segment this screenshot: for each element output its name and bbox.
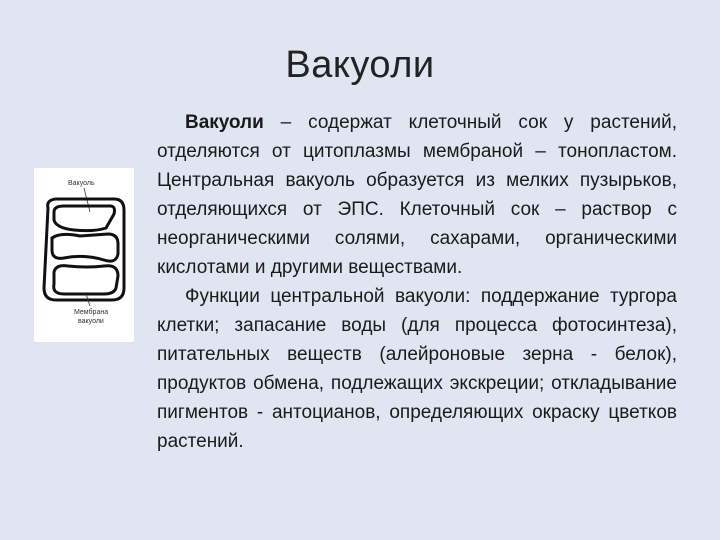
paragraph-functions: Функции центральной вакуоли: поддержание тургора клетки; запасание воды (для процесса фотосинтеза), питательных веществ (алейроновые зерна - белок), продуктов обмена, подлежащих экскреции; откладывание пигментов - антоцианов, определяющих окраску цветков растений. bbox=[157, 286, 677, 452]
diagram-label-vacuole-membrane: вакуоли bbox=[78, 318, 104, 325]
paragraph-definition bbox=[157, 108, 677, 282]
diagram-label-membrane: Мембрана bbox=[74, 309, 109, 316]
slide-body bbox=[157, 108, 677, 456]
vacuole-shape-middle bbox=[52, 234, 118, 261]
vacuole-diagram bbox=[34, 168, 134, 342]
diagram-label-vacuole: Вакуоль bbox=[68, 180, 95, 187]
vacuole-shape-top bbox=[54, 206, 115, 231]
vacuole-diagram-svg bbox=[34, 168, 134, 342]
cell-wall-shape bbox=[44, 199, 124, 300]
slide-title: Вакуоли bbox=[285, 44, 435, 86]
term-vacuoles: Вакуоли bbox=[185, 112, 264, 133]
vacuole-shape-bottom bbox=[54, 266, 118, 294]
definition-text: – содержат клеточный сок у растений, отделяются от цитоплазмы мембраной – тонопластом. Центральная вакуоль образуется из мелких пузырьков, отделяющихся от ЭПС. Клеточный сок – раствор с неорганическими солями, сахарами, органическими кислотами и другими веществами. bbox=[157, 112, 677, 278]
